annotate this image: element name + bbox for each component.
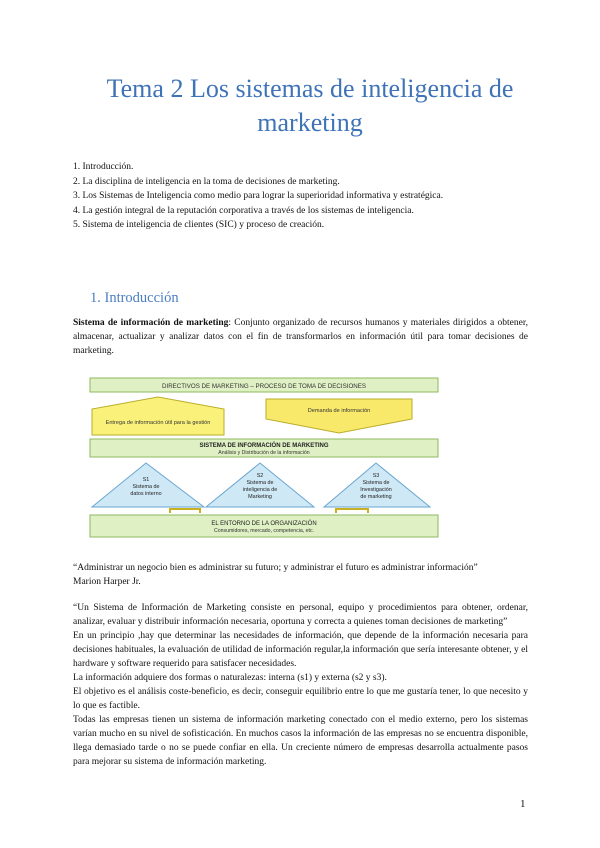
body-text xyxy=(73,601,528,769)
page-title: Tema 2 Los sistemas de inteligencia de marketing xyxy=(106,74,514,137)
toc-item: 4. La gestión integral de la reputación corporativa a través de los sistemas de inteligencia. xyxy=(73,205,414,216)
page-number: 1 xyxy=(520,798,526,810)
connector xyxy=(170,509,200,513)
definition-text: : Conjunto organizado de recursos humanos y materiales dirigidos a obtener, almacenar, actualizar y analizar datos con el fin de transformarlos en información útil para tomar decisiones de marketing. xyxy=(73,318,528,356)
s1-line2: datos interno xyxy=(130,491,162,497)
paragraph: La información adquiere dos formas o naturalezas: interna (s1) y externa (s2 y s3). xyxy=(73,673,387,683)
s3-code: S3 xyxy=(372,473,380,479)
s1-line1: Sistema de xyxy=(132,484,160,490)
paragraph: Todas las empresas tienen un sistema de información marketing conectado con el medio externo, pero los sistemas varían mucho en su nivel de sofisticación. En muchos casos la información de las empresas no se encuentra disponible, llega demasiado tarde o no se puede confiar en ella. Un creciente número de empresas desarrolla actualmente pasos para mejorar su sistema de información marketing. xyxy=(73,715,528,767)
paragraph: “Un Sistema de Información de Marketing consiste en personal, equipo y procedimientos para obtener, ordenar, analizar, evaluar y distribuir información necesaria, oportuna y correcta a quienes toman decisiones de marketing” xyxy=(73,603,528,627)
quote-author: Marion Harper Jr. xyxy=(73,577,141,587)
toc-item: 3. Los Sistemas de Inteligencia como medio para lograr la superioridad informativa y estratégica. xyxy=(73,191,444,201)
system-subtitle: Análisis y Distribución de la información xyxy=(218,450,310,456)
demand-box xyxy=(266,399,412,433)
environment-subtitle: Consumidores, mercado, competencia, etc. xyxy=(213,528,315,534)
s3-line3: de marketing xyxy=(360,494,392,500)
s2-line2: inteligencia de xyxy=(242,487,278,493)
demand-label: Demanda de información xyxy=(307,408,371,414)
quote-text: “Administrar un negocio bien es administrar su futuro; y administrar el futuro es administrar información” xyxy=(73,563,478,573)
s2-line1: Sistema de xyxy=(246,480,274,486)
section-heading: 1. Introducción xyxy=(90,290,179,306)
system-title: SISTEMA DE INFORMACIÓN DE MARKETING xyxy=(199,443,329,449)
toc-item: 5. Sistema de inteligencia de clientes (SIC) y proceso de creación. xyxy=(73,220,325,230)
connector xyxy=(336,509,368,513)
toc-item: 2. La disciplina de inteligencia en la toma de decisiones de marketing. xyxy=(73,176,340,187)
delivery-label: Entrega de información útil para la gestión xyxy=(105,420,211,426)
s3-line1: Sistema de xyxy=(362,480,390,486)
table-of-contents xyxy=(73,160,443,233)
decision-makers-label: DIRECTIVOS DE MARKETING – PROCESO DE TOMA DE DECISIONES xyxy=(162,383,366,390)
delivery-box xyxy=(92,397,224,435)
s2-line3: Marketing xyxy=(248,494,272,500)
s2-code: S2 xyxy=(256,473,264,479)
toc-item: 1. Introducción. xyxy=(73,162,134,172)
environment-title: EL ENTORNO DE LA ORGANIZACIÓN xyxy=(211,521,317,527)
definition-paragraph xyxy=(73,316,528,358)
quote-block xyxy=(73,561,528,589)
paragraph: El objetivo es el análisis coste-beneficio, es decir, conseguir equilibrio entre lo que me gustaría tener, lo que necesito y lo que es factible. xyxy=(73,687,528,711)
s1-code: S1 xyxy=(142,477,150,483)
definition-term: Sistema de información de marketing xyxy=(73,318,229,328)
s3-line2: Investigación xyxy=(360,487,392,493)
marketing-information-system-diagram xyxy=(88,375,440,539)
paragraph: En un principio ,hay que determinar las necesidades de información, que depende de la información necesaria para decisiones habituales, la evaluación de utilidad de información regular,la información que sería interesante obtener, y el hardware y software requerido para satisfacer necesidades. xyxy=(73,631,528,669)
